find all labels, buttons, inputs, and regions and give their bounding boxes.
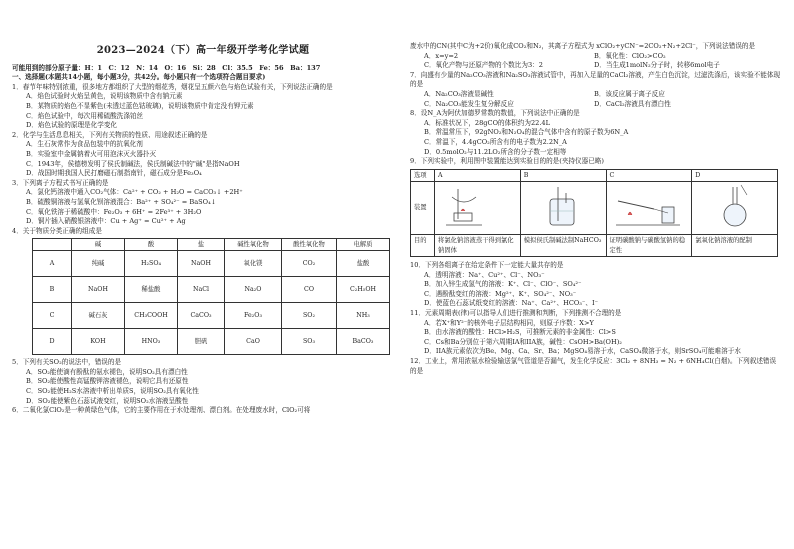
q1-option-b: B．某物质的焰色不显紫色(未透过蓝色钴玻璃)，说明该物质中肯定没有钾元素	[26, 101, 254, 110]
table-header-row	[411, 169, 778, 182]
table-cell: 氯氧化钠溶液的配制	[692, 234, 778, 256]
apparatus-b	[520, 182, 606, 235]
table-cell: 胆矾	[178, 329, 225, 355]
q1-stem: 1．春节年味特别浓重，很多地方都组织了大型的烟花秀，烟花呈五颜六色与焰色试验有关，下列说法正确的是	[12, 82, 333, 91]
gas-bottle-icon	[524, 183, 600, 229]
table-cell: 装置	[411, 182, 435, 235]
table-header-cell: A	[435, 169, 521, 182]
table-cell: C₂H₅OH	[337, 277, 390, 303]
q2-option-c: C．1943年，侯德榜发明了侯氏制碱法，侯氏制碱法中的"碱"是指NaOH	[26, 159, 240, 168]
table-cell: SO₃	[282, 329, 337, 355]
apparatus-d	[692, 182, 778, 235]
q12-stem: 12．工业上，常用浓氨水检验输送氯气管道是否漏气，发生化学反应：3Cl₂ + 8NH₃ = N₂ + 6NH₄Cl(白烟)。下列叙述错误的是	[410, 357, 777, 375]
table-cell: 将氯化钠溶液蒸干得到氯化钠固体	[435, 234, 521, 256]
table-header-cell: 酸性氧化物	[282, 239, 337, 251]
table-cell: HNO₃	[125, 329, 178, 355]
q1-option-a: A．焰色试验时火焰呈黄色，说明该物质中含有钠元素	[26, 92, 183, 101]
table-cell: 证明碳酸钠与碳酸氢钠的稳定性	[606, 234, 692, 256]
exam-title: 2023—2024（下）高一年级开学考化学试题	[96, 45, 310, 56]
table-cell: CO	[282, 277, 337, 303]
table-cell: CH₃COOH	[125, 303, 178, 329]
q1-option-c: C．焰色试验中，每次用稀硫酸洗涤铂丝	[26, 111, 144, 120]
q8-option-c: C．常温下，4.4gCO₂所含有的电子数为2.2N_A	[424, 137, 567, 146]
table-cell: NaOH	[72, 277, 125, 303]
table-header-cell	[33, 239, 72, 251]
q10-option-b: B．加入锌生成氢气的溶液：K⁺、Cl⁻、ClO⁻、SO₄²⁻	[424, 280, 582, 289]
table-row	[33, 277, 390, 303]
table-cell: 纯碱	[72, 251, 125, 277]
table-cell: CaCO₃	[178, 303, 225, 329]
table-cell: Na₂O	[225, 277, 282, 303]
q7-option-b: B．该反应属于离子反应	[594, 89, 665, 98]
classification-table	[32, 238, 390, 355]
table-row	[33, 329, 390, 355]
q7-options-row1	[424, 90, 782, 100]
table-header-cell: 酸	[125, 239, 178, 251]
evaporation-dish-icon	[438, 183, 514, 229]
section-heading: 一、选择题(本题共14小题，每小题3分，共42分。每小题只有一个选项符合题目要求)	[12, 73, 266, 82]
q11-option-d: D．IIA族元素依次为Be、Mg、Ca、Sr、Ba；MgSO₄易溶于水，CaSO₄微溶于水，则SrSO₄可能难溶于水	[424, 347, 741, 356]
q5-option-a: A．SO₂能使滴有酚酞的氨水褪色，说明SO₂具有漂白性	[26, 367, 188, 376]
table-cell: H₂SO₄	[125, 251, 178, 277]
table-header-cell: D	[692, 169, 778, 182]
table-cell: NaCl	[178, 277, 225, 303]
q6-option-a: A．x=y=2	[424, 51, 459, 60]
table-cell: NaOH	[178, 251, 225, 277]
q3-option-a: A．氯化钙溶液中通入CO₂气体：Ca²⁺ + CO₂ + H₂O = CaCO₃↓ +2H⁺	[26, 188, 243, 197]
table-header-cell: 选项	[411, 169, 435, 182]
table-row	[411, 182, 778, 235]
table-cell: BaCO₃	[337, 329, 390, 355]
table-cell: C	[33, 303, 72, 329]
table-cell: 氧化镁	[225, 251, 282, 277]
atomic-masses: 可能用到的部分原子量：H：1 C：12 N：14 O：16 Si：28 Cl：35.5 Fe：56 Ba：137	[12, 63, 321, 72]
q6-option-b: B．氧化性：ClO₂>CO₂	[594, 51, 666, 60]
volumetric-flask-icon	[695, 183, 771, 229]
table-header-cell: C	[606, 169, 692, 182]
table-row	[411, 234, 778, 256]
q11-option-b: B．由水溶液的酸性：HCl>H₂S，可推断元素的非金属性：Cl>S	[424, 328, 616, 337]
table-header-cell: 碱	[72, 239, 125, 251]
q6-option-c: C．氧化产物与还原产物的个数比为3：2	[424, 61, 543, 70]
q3-stem: 3．下列离子方程式书写正确的是	[12, 178, 109, 187]
q8-option-d: D．0.5molO₂与11.2LO₂所含的分子数一定相等	[424, 147, 567, 156]
table-cell: NH₃	[337, 303, 390, 329]
q7-option-d: D．CaCl₂溶液具有漂白性	[594, 99, 671, 108]
q2-option-b: B．实验室中金属钠着火可用泡沫灭火器扑灭	[26, 149, 157, 158]
table-cell: CO₂	[282, 251, 337, 277]
table-cell: 稀盐酸	[125, 277, 178, 303]
table-cell: SO₂	[282, 303, 337, 329]
heating-tube-icon	[610, 183, 686, 229]
q10-option-c: C．遇酚酞变红的溶液：Mg²⁺、K⁺、SO₄²⁻、NO₃⁻	[424, 289, 577, 298]
q7-option-a: A．Na₂CO₃溶液显碱性	[424, 89, 494, 98]
q6-option-d: D．当生成1molN₂分子时，转移6mol电子	[594, 61, 720, 70]
q7-options-row2	[424, 100, 782, 110]
table-cell: 盐酸	[337, 251, 390, 277]
table-header-cell: 盐	[178, 239, 225, 251]
table-header-cell: 电解质	[337, 239, 390, 251]
table-cell: B	[33, 277, 72, 303]
table-cell: 模拟侯氏制碱法制NaHCO₃	[520, 234, 606, 256]
q4-stem: 4．关于物质分类正确的组成是	[12, 226, 102, 235]
q1-option-d: D．焰色试验的原理是化学变化	[26, 121, 118, 130]
q5-stem: 5．下列有关SO₂的说法中，错误的是	[12, 358, 122, 367]
apparatus-c	[606, 182, 692, 235]
q5-option-b: B．SO₂能使酸性高锰酸钾溶液褪色，说明它具有还原性	[26, 377, 189, 386]
q6-options-row2	[424, 61, 782, 71]
q10-option-d: D．使蓝色石蕊试纸变红的溶液：Na⁺、Ca²⁺、HCO₃⁻、I⁻	[424, 299, 599, 308]
q8-option-a: A．标准状况下，28gCO的体积约为22.4L	[424, 118, 551, 127]
table-cell: A	[33, 251, 72, 277]
table-cell: 目的	[411, 234, 435, 256]
q8-stem: 8．设N_A为阿伏加德罗常数的数值，下列说法中正确的是	[410, 109, 580, 118]
table-row	[33, 303, 390, 329]
table-cell: CaO	[225, 329, 282, 355]
q9-stem: 9．下列实验中，利用图中装置能达到实验目的的是(夹持仪器已略)	[410, 157, 604, 166]
table-cell: Fe₂O₃	[225, 303, 282, 329]
left-column	[12, 0, 394, 416]
table-header-cell: 碱性氧化物	[225, 239, 282, 251]
table-row	[33, 251, 390, 277]
q10-stem: 10．下列各组离子在给定条件下一定能大量共存的是	[410, 261, 564, 270]
experiment-table	[410, 169, 778, 257]
q7-option-c: C．Na₂CO₃能发生复分解反应	[424, 99, 514, 108]
q2-stem: 2．化学与生活息息相关，下列有关物质的性质、用途叙述正确的是	[12, 130, 208, 139]
table-header-row	[33, 239, 390, 251]
q6-options-row1	[424, 52, 782, 62]
q2-option-d: D．战国时期我国人民打磨磁石制指南针，磁石成分是Fe₃O₄	[26, 169, 202, 178]
q3-option-c: C．氧化铁溶于稀硫酸中：Fe₂O₃ + 6H⁺ = 2Fe³⁺ + 3H₂O	[26, 207, 202, 216]
table-cell: D	[33, 329, 72, 355]
q8-option-b: B．常温常压下，92gNO₂和N₂O₄的混合气体中含有的原子数为6N_A	[424, 128, 629, 137]
table-cell: KOH	[72, 329, 125, 355]
q6-stem-start: 6．二氧化氯ClO₂是一种黄绿色气体，它的主要作用在于水处理剂、漂白剂。在处理废水时，ClO₂可将	[12, 406, 311, 415]
q3-option-b: B．硫酸铜溶液与氢氧化钡溶液混合：Ba²⁺ + SO₄²⁻ = BaSO₄↓	[26, 197, 217, 206]
right-column	[410, 0, 782, 376]
q3-option-d: D．铜片插入硝酸银溶液中：Cu + Ag⁺ = Cu²⁺ + Ag	[26, 217, 186, 226]
q2-option-a: A．生石灰常作为食品包装中的抗氧化剂	[26, 140, 143, 149]
q11-option-c: C．Cs和Ba分别位于第六周期IA和IIA族，碱性：CsOH>Ba(OH)₂	[424, 337, 622, 346]
q10-option-a: A．透明溶液：Na⁺、Cu²⁺、Cl⁻、NO₃⁻	[424, 270, 545, 279]
q11-option-a: A．若X⁺和Y²⁻的核外电子层结构相同，则原子序数：X>Y	[424, 318, 594, 327]
table-header-cell: B	[520, 169, 606, 182]
q5-option-d: D．SO₂能使紫色石蕊试液变红，说明SO₂水溶液呈酸性	[26, 396, 189, 405]
q7-stem: 7．向盛有少量的Na₂CO₃溶液和Na₂SO₃溶液试管中，再加入足量的CaCl₂溶液，产生白色沉淀，过滤洗涤后，该实验不能体现的是	[410, 70, 781, 89]
apparatus-a	[435, 182, 521, 235]
q11-stem: 11．元素周期表(律)可以指导人们进行推测和判断，下列推测不合理的是	[410, 309, 622, 318]
q6-stem-cont: 废水中的CN(其中C为+2价)氧化成CO₂和N₂，其离子方程式为 xClO₂+yCN⁻=2CO₂+N₂+2Cl⁻，下列说法错误的是	[410, 42, 756, 50]
table-cell: 碱石灰	[72, 303, 125, 329]
q5-option-c: C．SO₂能使H₂S水溶液中析出单质S，说明SO₂具有氧化性	[26, 387, 199, 396]
